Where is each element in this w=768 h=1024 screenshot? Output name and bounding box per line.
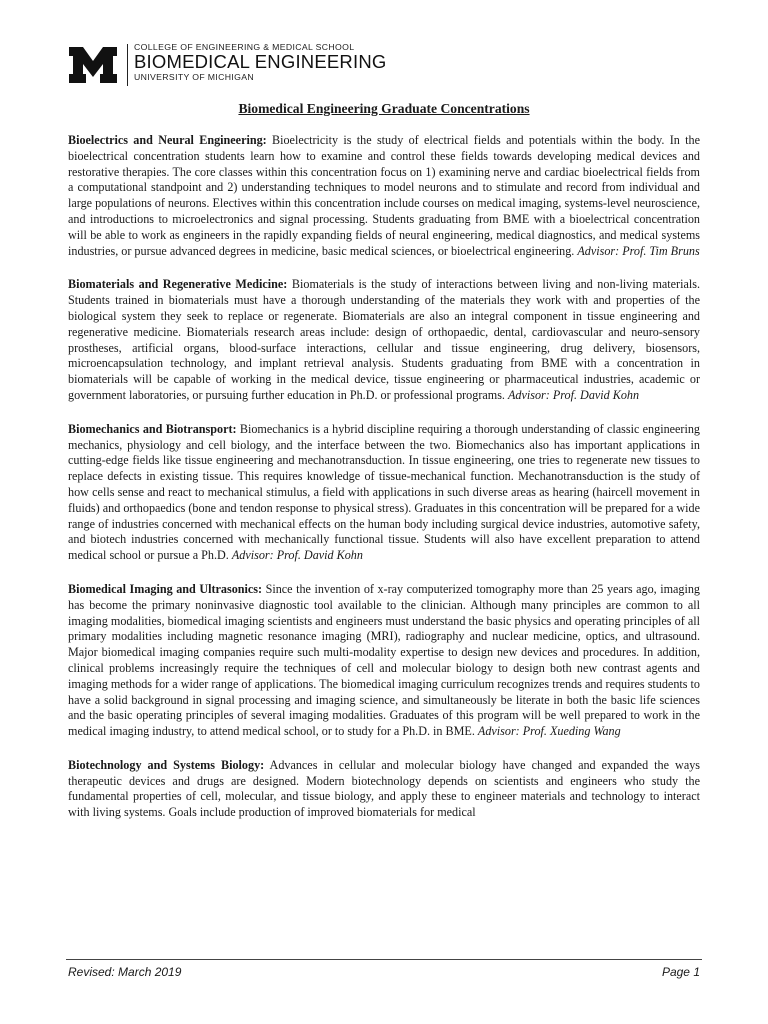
- university-name: UNIVERSITY OF MICHIGAN: [134, 72, 255, 82]
- section-body: Bioelectricity is the study of electrical fields and potentials within the body. In the bioelectrical concentration students learn how to examine and control these fields towards developing medical devices and restorative therapies. The core classes within this concentration focus on 1) examining nerve and cardiac bioelectrical fields from a computational standpoint and 2) understanding techniques to model neurons and to stimulate and record from individual and large populations of neurons. Electives within this concentration include courses on medical imaging, systems-level neuroscience, and introductions to microelectronics and signal processing. Students graduating from BME with a bioelectrical concentration will be able to work as engineers in the rapidly expanding fields of neural engineering, medical diagnostics, and medical systems industries, or pursue advanced degrees in medicine, basic medical sciences, or bioelectrical engineering.: [68, 133, 700, 258]
- logo-divider: [127, 44, 128, 86]
- section-body: Biomaterials is the study of interactions between living and non-living materials. Students trained in biomaterials must have a thorough understanding of the materials they work with and properties of the biological system they seek to replace or regenerate. Biomaterials are also an integral component in tissue engineering and regenerative medicine. Biomaterials research areas include: design of orthopaedic, dental, cardiovascular and neuro-sensory prostheses, artificial organs, blood-surface interactions, cellular and tissue engineering, drug delivery, biosensors, microencapsulation technology, and implant retrieval analysis. Students graduating from BME with a concentration in biomaterials will be capable of working in the medical device, tissue engineering or pharmaceutical industries, academic or government laboratories, or pursuing further education in Ph.D. or professional programs.: [68, 277, 700, 402]
- section-biomaterials: [68, 277, 700, 403]
- section-heading: Bioelectrics and Neural Engineering:: [68, 133, 267, 147]
- college-name: COLLEGE OF ENGINEERING & MEDICAL SCHOOL: [134, 42, 355, 52]
- logo-wordmark: [134, 42, 386, 82]
- page-number: Page 1: [661, 965, 700, 979]
- section-advisor: Advisor: Prof. Tim Bruns: [577, 243, 700, 258]
- section-advisor: Advisor: Prof. David Kohn: [508, 387, 640, 402]
- michigan-block-m-logo: [68, 46, 118, 84]
- section-body: Biomechanics is a hybrid discipline requiring a thorough understanding of classic engineering mechanics, physiology and cell biology, and the interface between the two. Biomechanics also has important applications in cutting-edge fields like tissue engineering and mechanotransduction. In tissue engineering, one tries to regenerate new tissues to replace defects in existing tissue. This requires knowledge of tissue-mechanical function. Mechanotransduction is the study of how cells sense and react to mechanical stimulus, a field with applications in such diverse areas as hearing (haircell movement in fluids) and orthopaedics (bone and tendon response to physical stress). Graduates in this concentration will be prepared for a wide range of industries concerned with mechanical effects on the human body including surgical device industries, automotive safety, and biotech industries concerned with mechanically functional tissue. Students will also have excellent preparation to attend medical school or pursue a Ph.D.: [68, 421, 700, 563]
- section-biotechnology: [68, 758, 700, 821]
- section-heading: Biomechanics and Biotransport:: [68, 421, 237, 436]
- section-body: Since the invention of x-ray computerized tomography more than 25 years ago, imaging has become the primary noninvasive diagnostic tool available to the clinician. Although many principles are common to all imaging modalities, biomedical imaging scientists and engineers must understand the basic physics and operating principles of all primary modalities including magnetic resonance imaging (MRI), radiography and nuclear medicine, optics, and ultrasound. Major biomedical imaging companies require such multi-modality expertise to design new devices and procedures. In addition, clinical problems increasingly require the techniques of cell and molecular biology to design both new contrast agents and imaging methods for a wider range of applications. The biomedical imaging curriculum recognizes trends and requires students to have a solid background in signal processing and imaging science, and simultaneously be literate in both the basic life sciences and the basic operating principles of several imaging modalities. Graduates of this program will be well prepared to work in the medical imaging industry, to attend medical school, or to study for a Ph.D. in BME.: [68, 581, 701, 739]
- section-imaging: [68, 582, 700, 740]
- department-name: BIOMEDICAL ENGINEERING: [134, 51, 387, 72]
- footer-divider: [66, 959, 702, 960]
- section-advisor: Advisor: Prof. Xueding Wang: [477, 724, 621, 739]
- section-body: Advances in cellular and molecular biology have changed and expanded the ways therapeutic devices and drugs are designed. Modern biotechnology depends on scientists and engineers who study the fundamental properties of cell, molecular, and tissue biology, and apply these to engineer materials and technology to interact with living systems. Goals include production of improved biomaterials for medical: [68, 757, 700, 820]
- section-heading: Biotechnology and Systems Biology:: [68, 757, 265, 772]
- document-body: [68, 133, 700, 839]
- section-bioelectrics: [68, 133, 700, 259]
- section-advisor: Advisor: Prof. David Kohn: [231, 548, 363, 563]
- section-heading: Biomaterials and Regenerative Medicine:: [68, 277, 288, 292]
- section-biomechanics: [68, 422, 700, 564]
- document-title: Biomedical Engineering Graduate Concentrations: [238, 101, 530, 116]
- revision-date: Revised: March 2019: [68, 965, 182, 979]
- section-heading: Biomedical Imaging and Ultrasonics:: [68, 581, 263, 596]
